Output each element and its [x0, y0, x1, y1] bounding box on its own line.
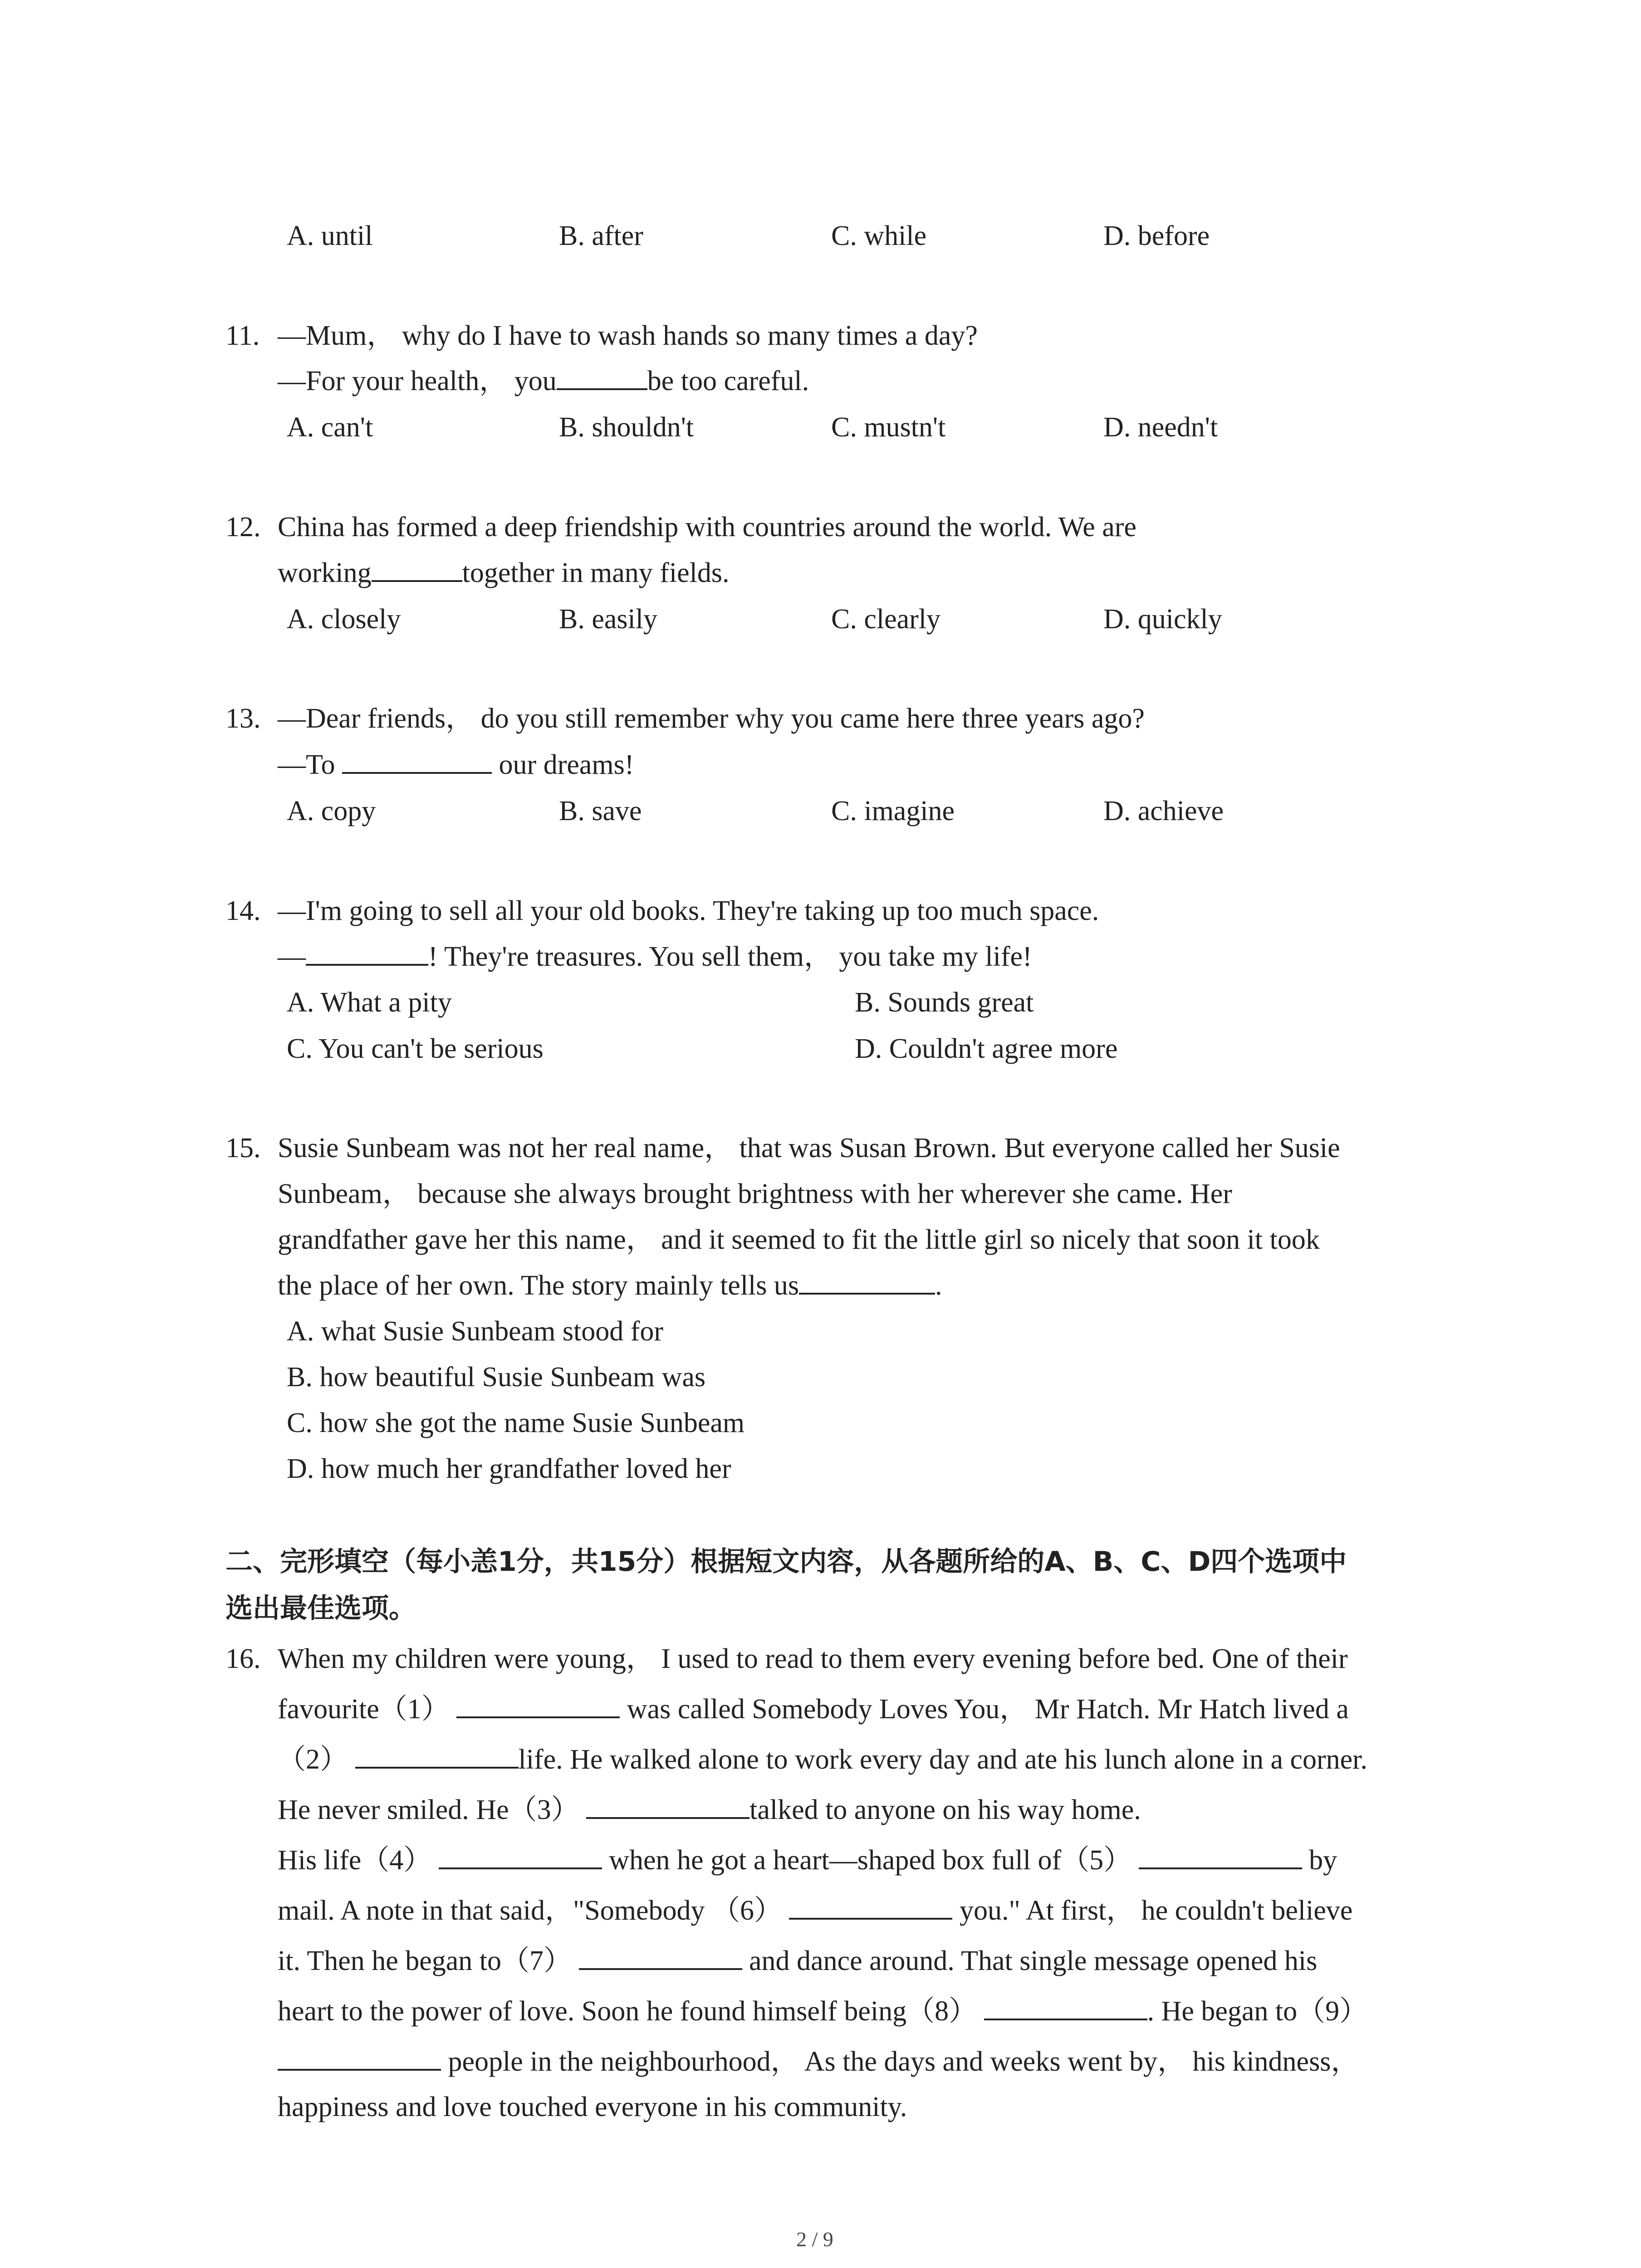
q12-options — [287, 596, 1512, 642]
q16-line2 — [278, 1686, 1349, 1732]
q16-line3-end: life. He walked alone to work every day and ate his lunch alone in a corner. — [518, 1744, 1367, 1775]
q16-line4-start: He never smiled. He（3） — [278, 1794, 579, 1825]
q14-option-d: D. Couldn't agree more — [855, 1033, 1118, 1064]
q16-line3 — [278, 1737, 1367, 1782]
q16-line7-end: and dance around. That single message opened his — [749, 1945, 1318, 1976]
q14-number: 14. — [225, 895, 261, 926]
q14-answer-blank — [306, 942, 428, 966]
q16-line5-start: His life（4） — [278, 1845, 432, 1876]
q12-option-c: C. clearly — [831, 604, 941, 635]
q11-option-a: A. can't — [287, 412, 373, 443]
q10-option-a: A. until — [287, 220, 373, 251]
q16-blank-1 — [456, 1695, 620, 1718]
q15-line4-end: . — [935, 1270, 942, 1301]
q16-blank-2 — [355, 1745, 519, 1769]
q16-line10: happiness and love touched everyone in his community. — [278, 2092, 907, 2122]
q16-line6-end: you." At first， he couldn't believe — [959, 1895, 1353, 1926]
q16-line9-end: people in the neighbourhood， As the days and weeks went by， his kindness， — [448, 2046, 1359, 2077]
q11-line2-start: —For your health， you — [278, 366, 557, 396]
q16-line3-start: （2） — [278, 1744, 348, 1775]
q16-line5-end: by — [1309, 1845, 1337, 1876]
q12-line2-end: together in many fields. — [462, 557, 730, 588]
q12-number: 12. — [225, 512, 261, 543]
q15-line1: Susie Sunbeam was not her real name， that was Susan Brown. But everyone called her Susie — [278, 1133, 1340, 1163]
q16-line4 — [278, 1787, 1141, 1833]
q14-option-a: A. What a pity — [287, 987, 452, 1018]
q13-option-b: B. save — [559, 796, 642, 826]
q16-line7 — [278, 1938, 1317, 1984]
q14-line2-start: — — [278, 941, 306, 972]
q14-line1: —I'm going to sell all your old books. They're taking up too much space. — [278, 895, 1099, 926]
q14-option-c: C. You can't be serious — [287, 1033, 544, 1064]
q13-answer-blank — [342, 750, 492, 774]
q15-line3: grandfather gave her this name， and it seemed to fit the little girl so nicely that soon it took — [278, 1224, 1320, 1255]
q14-line2-end: ! They're treasures. You sell them， you take my life! — [428, 941, 1032, 972]
q15-answer-blank — [799, 1271, 935, 1295]
q16-blank-9 — [278, 2047, 441, 2071]
q12-option-a: A. closely — [287, 604, 401, 635]
q13-line1: —Dear friends， do you still remember why you came here three years ago? — [278, 703, 1145, 734]
q12-option-d: D. quickly — [1103, 604, 1222, 635]
q16-line6-start: mail. A note in that said，"Somebody （6） — [278, 1895, 782, 1926]
q15-line4-start: the place of her own. The story mainly tells us — [278, 1270, 799, 1301]
q16-line8-end: . He began to（9） — [1147, 1996, 1368, 2027]
q15-option-d: D. how much her grandfather loved her — [287, 1453, 731, 1484]
page-number: 2 / 9 — [796, 2228, 833, 2251]
q15-option-c: C. how she got the name Susie Sunbeam — [287, 1408, 745, 1438]
q16-blank-4 — [439, 1846, 602, 1869]
q10-option-d: D. before — [1103, 220, 1210, 251]
q16-blank-5 — [1139, 1846, 1302, 1869]
q13-line2 — [278, 742, 634, 787]
q13-option-a: A. copy — [287, 796, 376, 826]
q16-line2-end: was called Somebody Loves You， Mr Hatch. Mr Hatch lived a — [627, 1694, 1349, 1725]
section-heading-line2: 选出最佳选项。 — [225, 1593, 416, 1624]
q12-line2 — [278, 550, 730, 596]
q12-option-b: B. easily — [559, 604, 657, 635]
q16-line4-end: talked to anyone on his way home. — [749, 1794, 1141, 1825]
q12-answer-blank — [372, 558, 462, 582]
q10-option-b: B. after — [559, 220, 643, 251]
q14-options-row1 — [287, 980, 1423, 1025]
q16-line8-start: heart to the power of love. Soon he found himself being（8） — [278, 1996, 977, 2027]
q13-number: 13. — [225, 703, 261, 734]
q16-line5 — [278, 1838, 1337, 1883]
q11-number: 11. — [225, 320, 260, 351]
q10-options — [287, 213, 1512, 259]
q12-line2-start: working — [278, 557, 372, 588]
q13-options — [287, 788, 1512, 834]
q11-option-b: B. shouldn't — [559, 412, 694, 443]
q15-option-b: B. how beautiful Susie Sunbeam was — [287, 1362, 706, 1393]
q16-line1: When my children were young， I used to read to them every evening before bed. One of their — [278, 1643, 1348, 1674]
q13-line2-start: —To — [278, 749, 335, 780]
q11-line1: —Mum， why do I have to wash hands so many times a day? — [278, 320, 978, 351]
q11-options — [287, 405, 1512, 450]
q10-option-c: C. while — [831, 220, 927, 251]
q13-option-d: D. achieve — [1103, 796, 1224, 826]
q16-line6 — [278, 1888, 1352, 1933]
q14-option-b: B. Sounds great — [855, 987, 1034, 1018]
q11-line2 — [278, 358, 809, 404]
q16-blank-7 — [579, 1946, 742, 1970]
q16-line7-start: it. Then he began to（7） — [278, 1945, 572, 1976]
q14-options-row2 — [287, 1026, 1423, 1071]
section-heading-line1: 二、完形填空（每小恙1分，共15分）根据短文内容，从各题所给的A、B、C、D四个选项中 — [225, 1546, 1347, 1578]
q16-line2-start: favourite（1） — [278, 1694, 450, 1725]
q11-option-d: D. needn't — [1103, 412, 1218, 443]
q11-answer-blank — [557, 367, 647, 390]
q16-line5-middle: when he got a heart—shaped box full of（5） — [609, 1845, 1132, 1876]
q15-line4 — [278, 1263, 942, 1308]
q11-line2-end: be too careful. — [647, 366, 809, 396]
q16-blank-6 — [789, 1896, 952, 1920]
q13-line2-end: our dreams! — [499, 749, 634, 780]
q16-number: 16. — [225, 1643, 261, 1674]
q14-line2 — [278, 934, 1032, 979]
q16-line8 — [278, 1989, 1367, 2034]
q15-option-a: A. what Susie Sunbeam stood for — [287, 1316, 664, 1347]
q12-line1: China has formed a deep friendship with countries around the world. We are — [278, 512, 1136, 543]
q13-option-c: C. imagine — [831, 796, 955, 826]
q16-line9 — [278, 2039, 1359, 2084]
q16-blank-3 — [586, 1795, 749, 1819]
q15-number: 15. — [225, 1133, 261, 1163]
q11-option-c: C. mustn't — [831, 412, 946, 443]
q15-line2: Sunbeam， because she always brought brightness with her wherever she came. Her — [278, 1178, 1232, 1209]
q16-blank-8 — [984, 1997, 1147, 2020]
